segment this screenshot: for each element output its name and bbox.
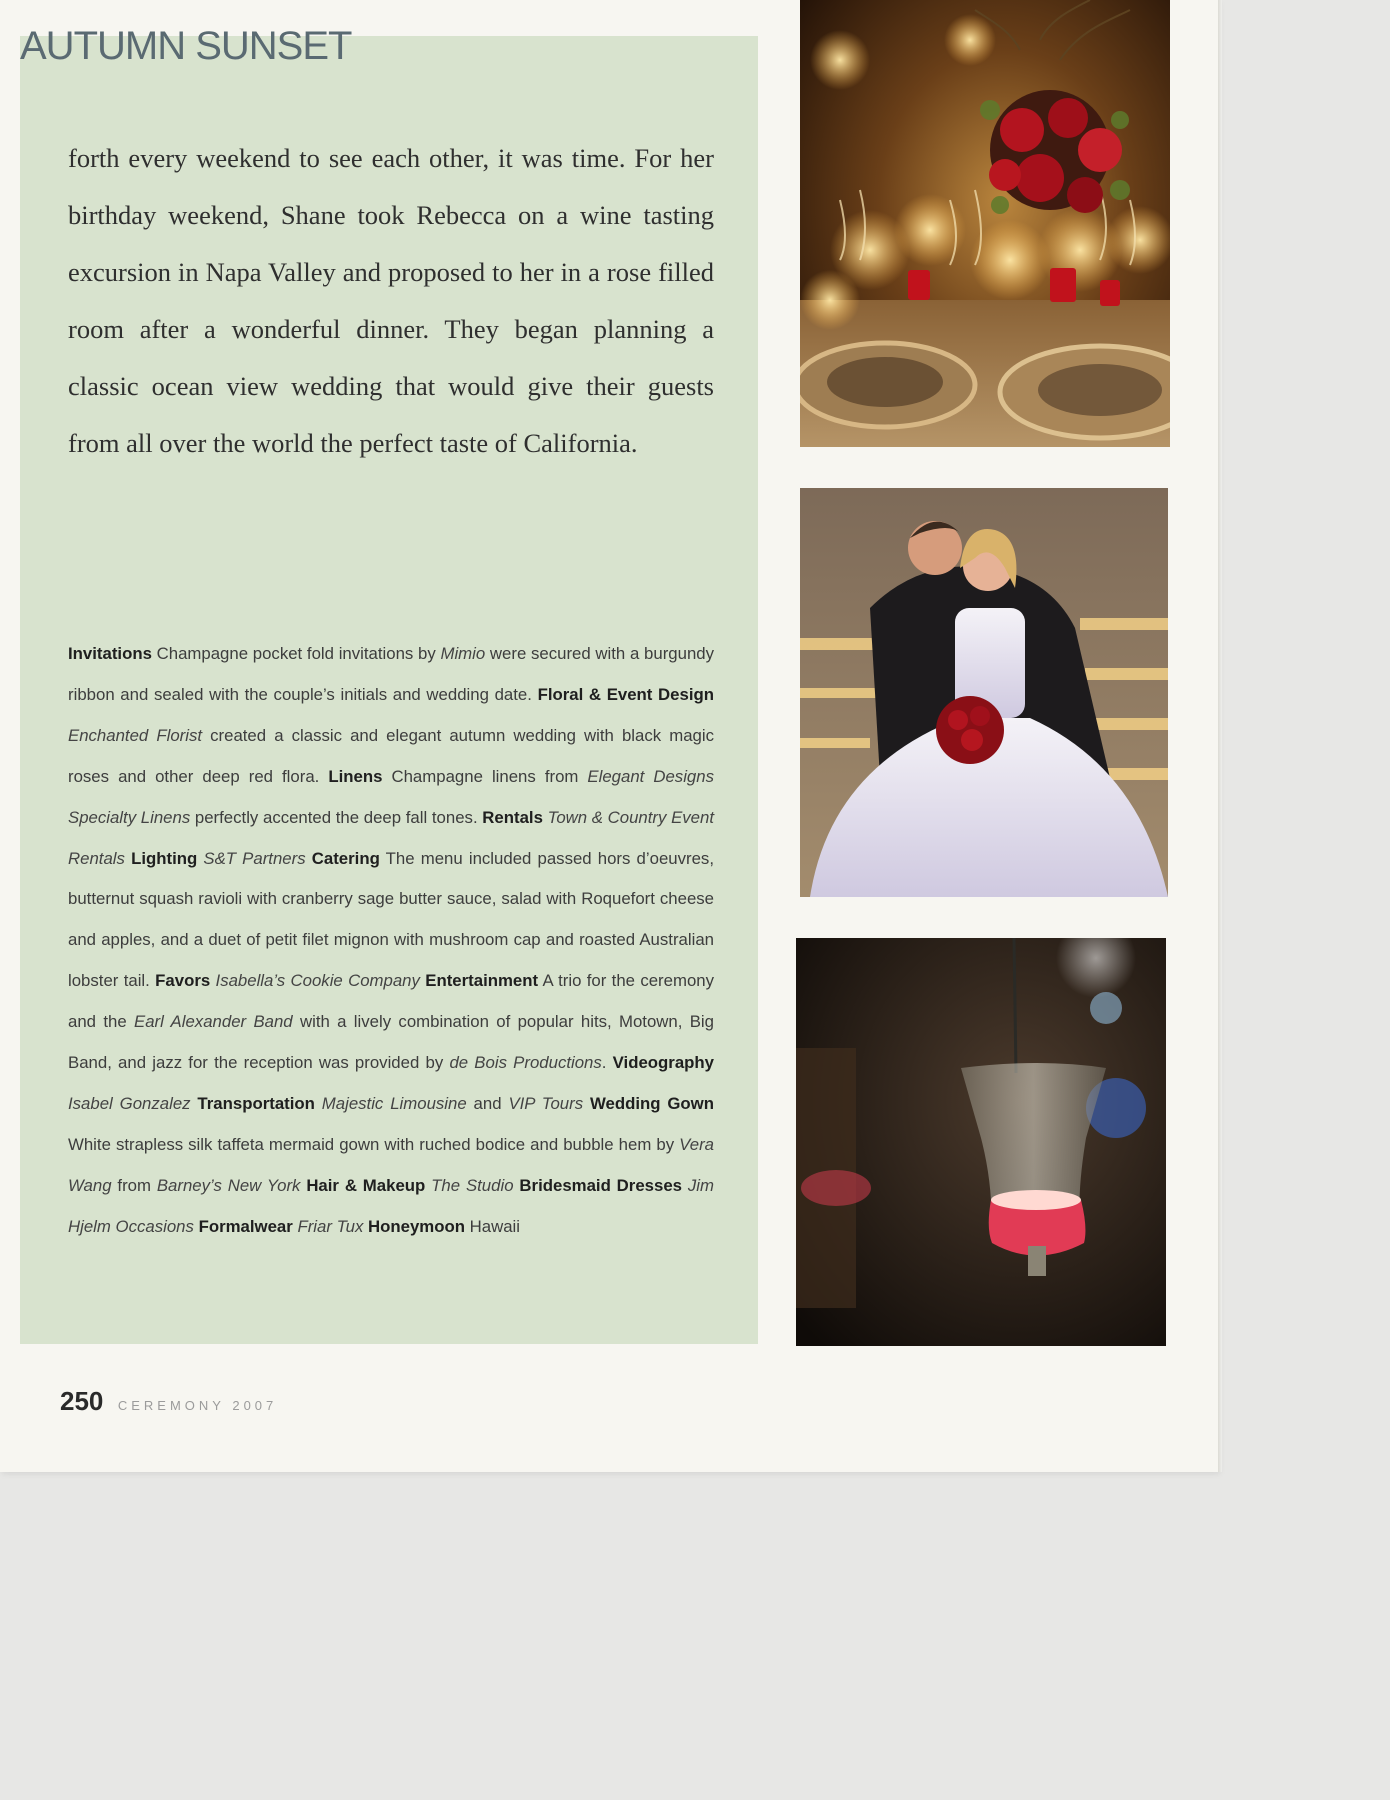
- vendor-name: VIP Tours: [508, 1093, 584, 1113]
- couple-portrait-photo: [800, 488, 1168, 897]
- credit-label: Videography: [612, 1053, 714, 1073]
- vendor-name: Mimio: [440, 644, 486, 663]
- article-title: AUTUMN SUNSET: [20, 24, 352, 68]
- credit-label: Formalwear: [198, 1216, 293, 1236]
- story-paragraph: forth every weekend to see each other, it was time. For her birthday weekend, Shane took Rebecca on a wine tasting excursion in Napa Valley and proposed to her in a rose filled room after a wonderful dinner. They began planning a classic ocean view wedding that would give their guests from all over the world the perfect taste of California.: [68, 143, 714, 458]
- vendor-name: Friar Tux: [297, 1216, 364, 1236]
- vendor-name: Enchanted Florist: [68, 725, 203, 745]
- publication-name: CEREMONY 2007: [117, 1398, 278, 1413]
- credit-label: Catering: [311, 848, 380, 868]
- credit-label: Linens: [328, 766, 383, 786]
- vendor-name: de Bois Productions: [449, 1053, 602, 1073]
- credit-label: Honeymoon: [368, 1216, 465, 1236]
- credit-text: .: [601, 1053, 613, 1073]
- vendor-name: The Studio: [431, 1175, 514, 1195]
- page-footer: [60, 1386, 277, 1417]
- table-centerpiece-photo: [800, 0, 1170, 447]
- credit-text: [315, 1094, 322, 1113]
- credit-text: Hawaii: [464, 1216, 521, 1236]
- vendor-name: Jim Hjelm Occasions: [68, 1175, 714, 1236]
- credit-label: Lighting: [131, 848, 198, 868]
- page-number: 250: [60, 1386, 104, 1416]
- vendor-name: Elegant Designs Specialty Linens: [68, 766, 714, 827]
- credit-text: A trio for the ceremony and the: [68, 971, 715, 1032]
- credit-label: Hair & Makeup: [306, 1175, 426, 1195]
- vendor-name: Isabella’s Cookie Company: [215, 971, 420, 991]
- credit-text: The menu included passed hors d’oeuvres, butternut squash ravioli with cranberry sage butter sauce, salad with Roquefort cheese and apples, and a duet of petit filet mignon with mushroom cap and roasted Australian lobster tail.: [68, 848, 714, 991]
- vendor-name: S&T Partners: [203, 848, 306, 868]
- credit-label: Transportation: [197, 1093, 315, 1113]
- vendor-name: Vera Wang: [68, 1134, 714, 1195]
- vendor-credits: [68, 634, 714, 1248]
- vendor-name: Earl Alexander Band: [134, 1012, 293, 1032]
- vendor-name: Isabel Gonzalez: [68, 1093, 191, 1113]
- credit-text: Champagne linens from: [382, 766, 588, 786]
- credit-text: created a classic and elegant autumn wedding with black magic roses and other deep red flora.: [68, 725, 714, 786]
- credit-label: Rentals: [482, 807, 543, 827]
- credit-text: White strapless silk taffeta mermaid gown with ruched bodice and bubble hem by: [68, 1134, 680, 1154]
- vendor-name: Majestic Limousine: [321, 1093, 467, 1113]
- credit-label: Favors: [155, 971, 211, 991]
- credit-text: perfectly accented the deep fall tones.: [190, 807, 483, 827]
- credit-text: and: [466, 1093, 509, 1113]
- vendor-name: Town & Country Event Rentals: [68, 807, 714, 868]
- credit-text: from: [111, 1175, 157, 1195]
- credit-label: Entertainment: [425, 971, 539, 991]
- credit-label: Bridesmaid Dresses: [519, 1175, 682, 1195]
- credit-text: with a lively combination of popular hits, Motown, Big Band, and jazz for the reception was provided by: [68, 1012, 714, 1073]
- credit-text: were secured with a burgundy ribbon and sealed with the couple’s initials and wedding date.: [68, 644, 714, 704]
- credit-text: [583, 1094, 590, 1113]
- credit-label: Invitations: [68, 644, 152, 663]
- credit-text: Champagne pocket fold invitations by: [151, 644, 441, 663]
- credit-label: Floral & Event Design: [537, 684, 715, 704]
- page-edge: [1218, 0, 1222, 1472]
- hanging-candle-photo: [796, 938, 1166, 1346]
- vendor-name: Barney’s New York: [156, 1175, 301, 1195]
- credit-label: Wedding Gown: [589, 1093, 714, 1113]
